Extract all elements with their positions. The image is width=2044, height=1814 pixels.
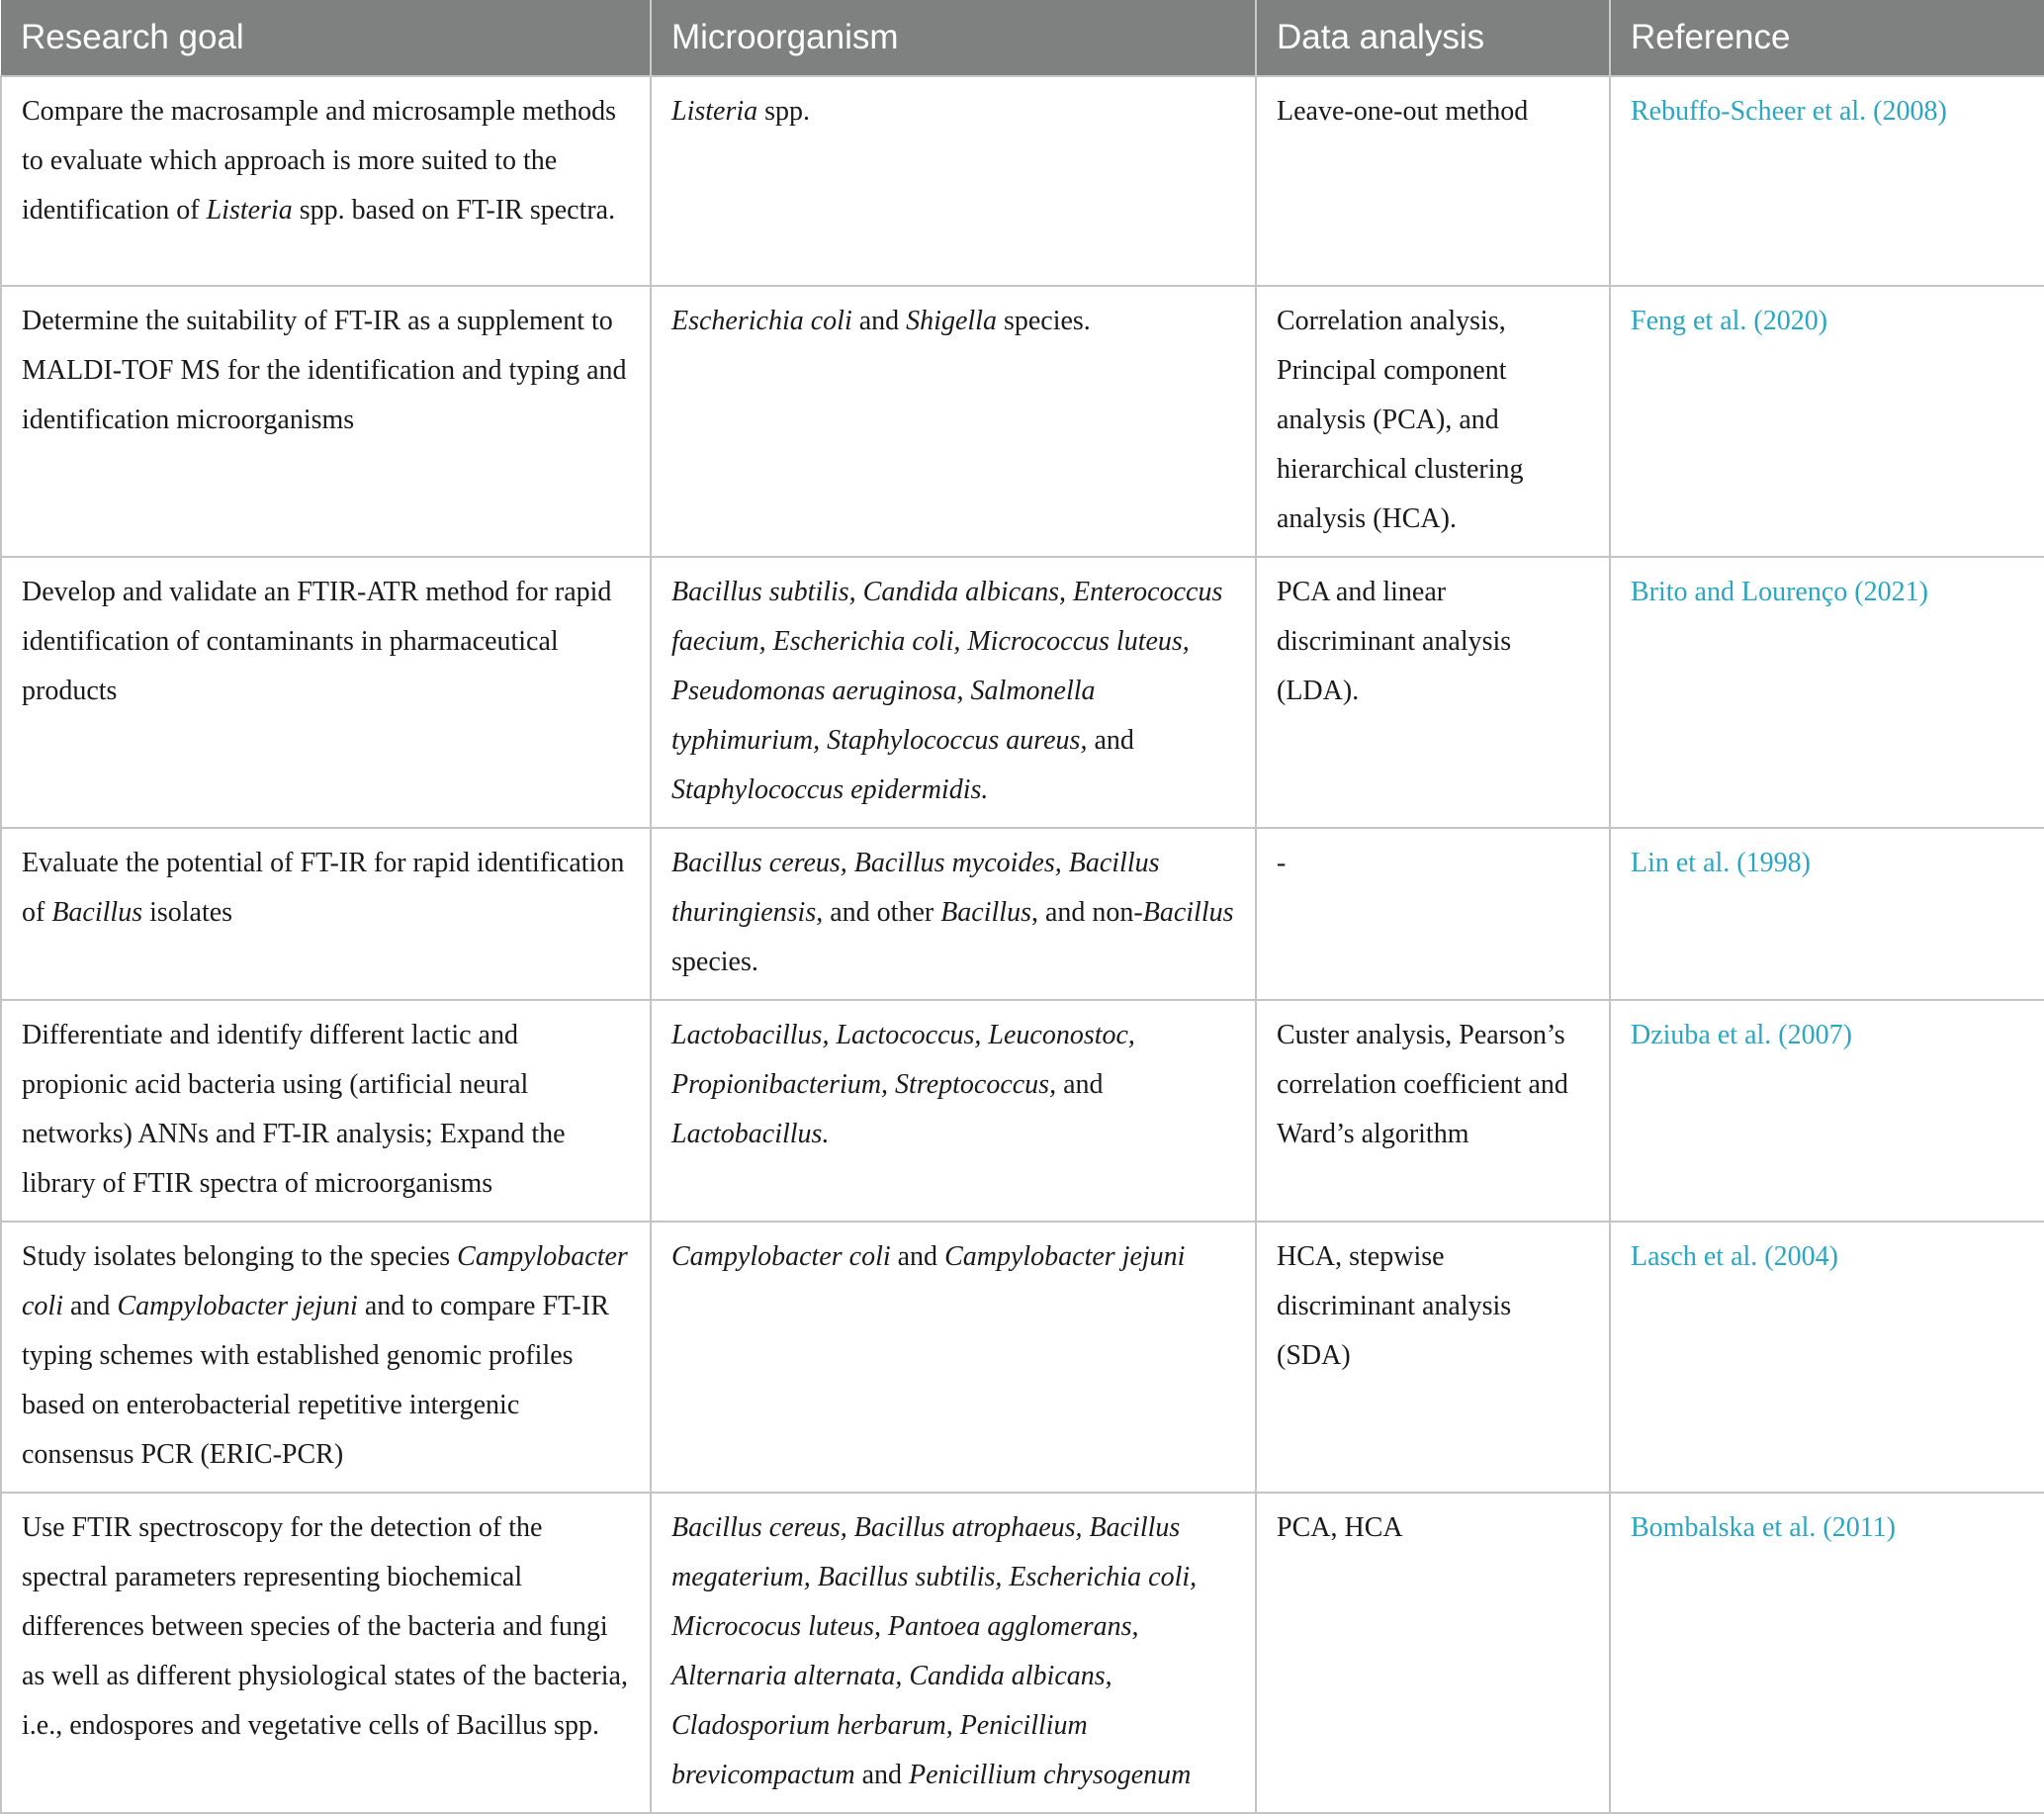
table-row: [1, 1000, 2044, 1222]
cell-research-goal: Develop and validate an FTIR-ATR method for rapid identification of contaminants in pharmaceutical products: [1, 557, 651, 828]
header-microorganism: Microorganism: [651, 0, 1256, 76]
italic-text: Listeria: [671, 96, 758, 127]
header-research-goal: Research goal: [1, 0, 651, 76]
table-row: [1, 76, 2044, 286]
italic-text: Bacillus: [940, 897, 1031, 928]
cell-reference: [1610, 286, 2044, 557]
italic-text: Shigella: [906, 306, 997, 336]
reference-link[interactable]: Feng et al. (2020): [1631, 306, 1828, 336]
italic-text: Bacillus cereus, Bacillus mycoides, Bacillus thuringiensis,: [671, 848, 1160, 928]
cell-reference: [1610, 828, 2044, 1000]
italic-text: Staphylococcus epidermidis.: [671, 774, 989, 805]
cell-research-goal: Evaluate the potential of FT-IR for rapid identification of Bacillus isolates: [1, 828, 651, 1000]
table-row: [1, 286, 2044, 557]
italic-text: Bacillus: [1142, 897, 1234, 928]
cell-microorganism: Lactobacillus, Lactococcus, Leuconostoc, Propionibacterium, Streptococcus, and Lactobacillus.: [651, 1000, 1256, 1222]
italic-text: Penicillium chrysogenum: [909, 1760, 1192, 1790]
cell-microorganism: Bacillus cereus, Bacillus mycoides, Bacillus thuringiensis, and other Bacillus, and non-Bacillus species.: [651, 828, 1256, 1000]
italic-text: Bacillus subtilis, Candida albicans, Enterococcus faecium, Escherichia coli, Micrococcus luteus, Pseudomonas aeruginosa, Salmonella typhimurium, Staphylococcus aureus,: [671, 577, 1223, 756]
italic-text: Listeria: [206, 195, 293, 226]
italic-text: Escherichia coli: [671, 306, 852, 336]
cell-microorganism: Listeria spp.: [651, 76, 1256, 286]
cell-research-goal: Differentiate and identify different lactic and propionic acid bacteria using (artificial neural networks) ANNs and FT-IR analysis; Expand the library of FTIR spectra of microorganisms: [1, 1000, 651, 1222]
cell-research-goal: Study isolates belonging to the species Campylobacter coli and Campylobacter jejuni and to compare FT-IR typing schemes with established genomic profiles based on enterobacterial repetitive intergenic consensus PCR (ERIC-PCR): [1, 1222, 651, 1493]
cell-reference: [1610, 76, 2044, 286]
italic-text: Lactobacillus.: [671, 1119, 830, 1149]
table-row: [1, 1493, 2044, 1813]
reference-link[interactable]: Brito and Lourenço (2021): [1631, 577, 1928, 607]
reference-link[interactable]: Lasch et al. (2004): [1631, 1241, 1838, 1272]
italic-text: Campylobacter jejuni: [117, 1291, 358, 1321]
reference-link[interactable]: Bombalska et al. (2011): [1631, 1512, 1897, 1543]
table-row: [1, 1222, 2044, 1493]
cell-research-goal: Compare the macrosample and microsample methods to evaluate which approach is more suited to the identification of Listeria spp. based on FT-IR spectra.: [1, 76, 651, 286]
cell-reference: [1610, 1493, 2044, 1813]
cell-data-analysis: PCA, HCA: [1256, 1493, 1610, 1813]
cell-data-analysis: -: [1256, 828, 1610, 1000]
cell-reference: [1610, 557, 2044, 828]
cell-microorganism: Campylobacter coli and Campylobacter jejuni: [651, 1222, 1256, 1493]
cell-data-analysis: Leave-one-out method: [1256, 76, 1610, 286]
italic-text: Campylobacter jejuni: [944, 1241, 1186, 1272]
cell-research-goal: Determine the suitability of FT-IR as a supplement to MALDI-TOF MS for the identification and typing and identification microorganisms: [1, 286, 651, 557]
header-row: [1, 0, 2044, 76]
header-data-analysis: Data analysis: [1256, 0, 1610, 76]
cell-data-analysis: HCA, stepwise discriminant analysis (SDA): [1256, 1222, 1610, 1493]
cell-research-goal: Use FTIR spectroscopy for the detection of the spectral parameters representing biochemical differences between species of the bacteria and fungi as well as different physiological states of the bacteria, i.e., endospores and vegetative cells of Bacillus spp.: [1, 1493, 651, 1813]
reference-link[interactable]: Rebuffo-Scheer et al. (2008): [1631, 96, 1947, 127]
header-reference: Reference: [1610, 0, 2044, 76]
italic-text: Campylobacter coli: [22, 1241, 628, 1321]
cell-reference: [1610, 1000, 2044, 1222]
italic-text: Bacillus cereus, Bacillus atrophaeus, Bacillus megaterium, Bacillus subtilis, Escherichia coli, Micrococus luteus, Pantoea agglomerans, Alternaria alternata, Candida albicans, Cladosporium herbarum, Penicillium brevicompactum: [671, 1512, 1198, 1790]
cell-reference: [1610, 1222, 2044, 1493]
table-row: [1, 828, 2044, 1000]
italic-text: Campylobacter coli: [671, 1241, 891, 1272]
reference-link[interactable]: Lin et al. (1998): [1631, 848, 1811, 878]
italic-text: Lactobacillus, Lactococcus, Leuconostoc, Propionibacterium, Streptococcus,: [671, 1020, 1135, 1100]
cell-microorganism: Escherichia coli and Shigella species.: [651, 286, 1256, 557]
cell-microorganism: Bacillus subtilis, Candida albicans, Enterococcus faecium, Escherichia coli, Micrococcus luteus, Pseudomonas aeruginosa, Salmonella typhimurium, Staphylococcus aureus, and Staphylococcus epidermidis.: [651, 557, 1256, 828]
cell-microorganism: Bacillus cereus, Bacillus atrophaeus, Bacillus megaterium, Bacillus subtilis, Escherichia coli, Micrococus luteus, Pantoea agglomerans, Alternaria alternata, Candida albicans, Cladosporium herbarum, Penicillium brevicompactum and Penicillium chrysogenum: [651, 1493, 1256, 1813]
table-row: [1, 557, 2044, 828]
cell-data-analysis: Correlation analysis, Principal component analysis (PCA), and hierarchical clustering analysis (HCA).: [1256, 286, 1610, 557]
italic-text: Bacillus: [51, 897, 143, 928]
reference-link[interactable]: Dziuba et al. (2007): [1631, 1020, 1852, 1050]
cell-data-analysis: Custer analysis, Pearson’s correlation coefficient and Ward’s algorithm: [1256, 1000, 1610, 1222]
cell-data-analysis: PCA and linear discriminant analysis (LDA).: [1256, 557, 1610, 828]
